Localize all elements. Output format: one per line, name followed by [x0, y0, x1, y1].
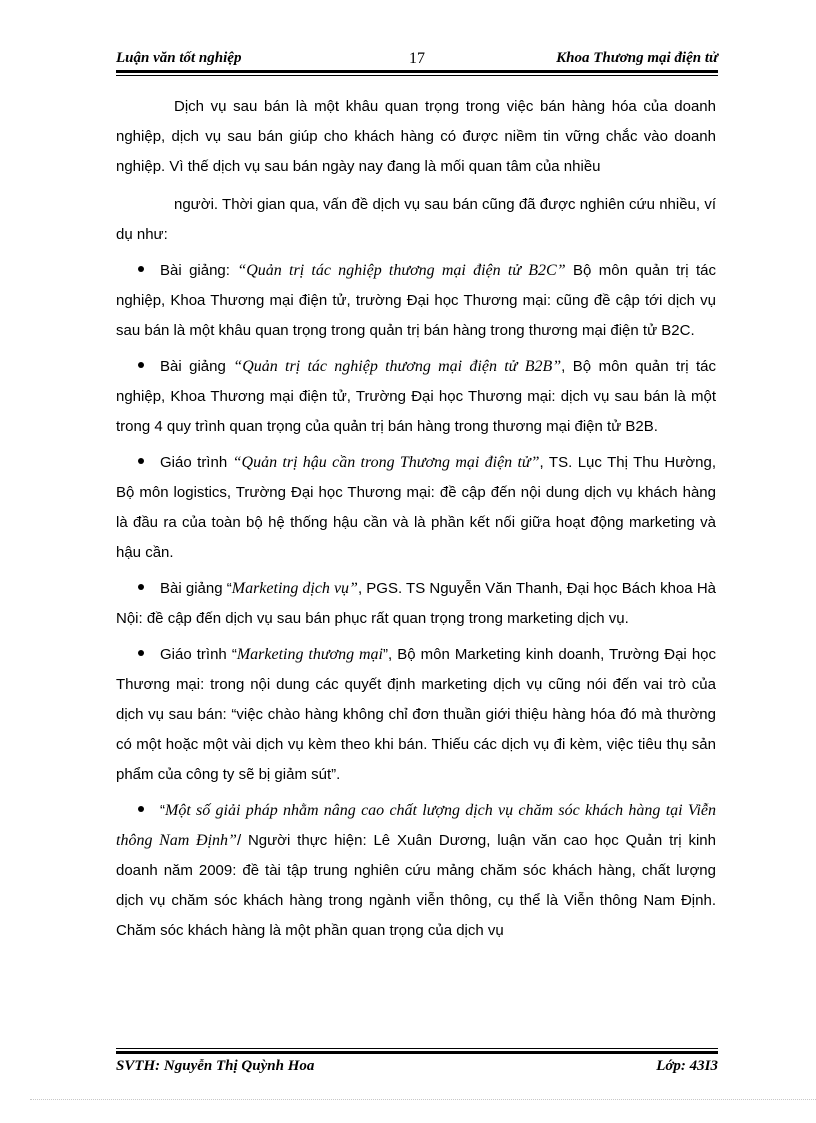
- list-item: [116, 574, 716, 634]
- list-item: [116, 640, 716, 790]
- bullet-icon: [138, 584, 144, 590]
- list-item-title: Marketing thương mại: [236, 646, 383, 663]
- bullet-icon: [138, 362, 144, 368]
- paragraph-intro: Dịch vụ sau bán là một khâu quan trọng trong việc bán hàng hóa của doanh nghiệp, dịch vụ sau bán giúp cho khách hàng có được niềm tin vững chắc vào doanh nghiệp. Vì thế dịch vụ sau bán ngày nay đang là mối quan tâm của nhiều: [116, 98, 716, 175]
- page-edge-divider: [30, 1099, 816, 1100]
- list-item-post: Bộ môn quản trị tác nghiệp, Khoa Thương mại điện tử, trường Đại học Thương mại: cũng đề cập tới dịch vụ sau bán là một khâu quan trọng trong quản trị bán hàng trong thương mại điện tử B2C.: [116, 262, 716, 339]
- list-item-title: “Quản trị tác nghiệp thương mại điện tử B2B”: [233, 358, 562, 375]
- list-item: [116, 448, 716, 568]
- footer-rule-thin: [116, 1048, 718, 1049]
- list-item-pre: Giáo trình “: [160, 646, 237, 663]
- bullet-icon: [138, 806, 144, 812]
- list-item-pre: Giáo trình: [160, 454, 233, 471]
- list-item-pre: Bài giảng “: [160, 580, 232, 597]
- list-item-post: , PGS. TS Nguyễn Văn Thanh, Đại học Bách khoa Hà Nội: đề cập đến dịch vụ sau bán phục rất quan trọng trong marketing dịch vụ.: [116, 580, 716, 627]
- footer-class: Lớp: 43I3: [656, 1058, 718, 1074]
- header-rule-thin: [116, 75, 718, 76]
- list-item: [116, 352, 716, 442]
- list-item-pre: “: [160, 802, 165, 819]
- list-item-title: “Quản trị hậu cần trong Thương mại điện tử”: [232, 454, 540, 471]
- list-item-pre: Bài giảng: [160, 358, 234, 375]
- list-item-post: , Bộ môn quản trị tác nghiệp, Khoa Thương mại điện tử, Trường Đại học Thương mại: dịch vụ sau bán là một trong 4 quy trình quan trọng của quản trị bán hàng trong thương mại điện tử B2B.: [116, 358, 717, 435]
- list-item: [116, 796, 716, 946]
- list-item-title: Một số giải pháp nhằm nâng cao chất lượng dịch vụ chăm sóc khách hàng tại Viễn thông Nam Định”: [116, 802, 716, 849]
- page-number: 17: [409, 50, 425, 67]
- bullet-icon: [138, 458, 144, 464]
- list-item-title: Marketing dịch vụ”: [231, 580, 358, 597]
- header-faculty: Khoa Thương mại điện tử: [556, 50, 718, 66]
- header-rule-thick: [116, 70, 718, 73]
- bullet-icon: [138, 650, 144, 656]
- header-thesis-title: Luận văn tốt nghiệp: [116, 50, 242, 66]
- list-item-post: , TS. Lục Thị Thu Hường, Bộ môn logistics, Trường Đại học Thương mại: đề cập đến nội dung dịch vụ khách hàng là đầu ra của toàn bộ hệ thống hậu cần và là phần kết nối giữa hoạt động marketing và hậu cần.: [116, 454, 716, 561]
- footer-student: SVTH: Nguyễn Thị Quỳnh Hoa: [116, 1058, 315, 1074]
- page-footer: [116, 1058, 718, 1078]
- list-item: [116, 256, 716, 346]
- list-item-title: “Quản trị tác nghiệp thương mại điện tử B2C”: [237, 262, 566, 279]
- list-item-post: / Người thực hiện: Lê Xuân Dương, luận văn cao học Quản trị kinh doanh năm 2009: đề tài tập trung nghiên cứu mảng chăm sóc khách hàng, chất lượng dịch vụ chăm sóc khách hàng trong ngành viễn thông, cụ thể là Viễn thông Nam Định. Chăm sóc khách hàng là một phần quan trọng của dịch vụ: [116, 832, 716, 939]
- list-item-pre: Bài giảng:: [160, 262, 238, 279]
- paragraph-research: người. Thời gian qua, vấn đề dịch vụ sau bán cũng đã được nghiên cứu nhiều, ví dụ như:: [116, 196, 716, 243]
- footer-rule-thick: [116, 1051, 718, 1054]
- document-body: [116, 92, 716, 946]
- list-item-post: ”, Bộ môn Marketing kinh doanh, Trường Đại học Thương mại: trong nội dung các quyết định marketing dịch vụ cũng nói đến vai trò của dịch vụ sau bán: “việc chào hàng không chỉ đơn thuần giới thiệu hàng hóa đó mà thường có một hoặc một vài dịch vụ kèm theo khi bán. Thiếu các dịch vụ đi kèm, việc tiêu thụ sản phẩm của công ty sẽ bị giảm sút”.: [116, 646, 717, 783]
- bullet-icon: [138, 266, 144, 272]
- page-header: [116, 50, 718, 70]
